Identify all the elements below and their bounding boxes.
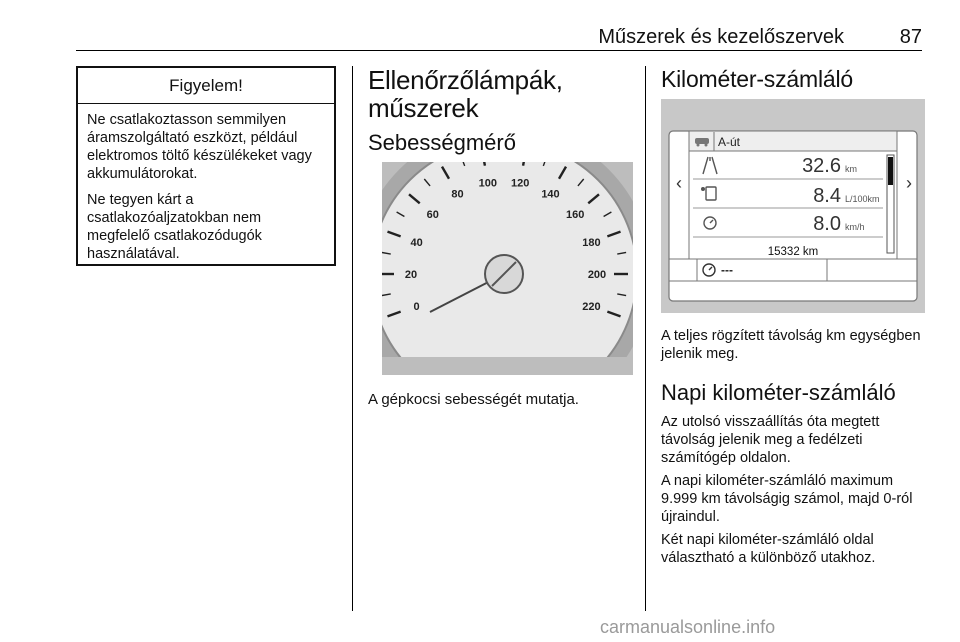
- dial-label: 40: [410, 237, 423, 250]
- dial-label: 140: [541, 188, 560, 201]
- row-1-unit: km: [845, 164, 857, 174]
- column-divider-1: [352, 66, 353, 611]
- header-title: Műszerek és kezelőszervek: [598, 26, 844, 48]
- trip-paragraph-2: A napi kilométer-számláló maximum 9.999 km távolságig számol, majd 0-ról újraindul.: [661, 473, 913, 525]
- dial-bottom-cover: [382, 357, 633, 375]
- section-heading-warning-lights: Ellenőrzőlámpák, műszerek: [368, 65, 563, 123]
- dial-label: 60: [426, 209, 439, 222]
- left-arrow: ‹: [676, 173, 682, 193]
- speedometer-heading: Sebességmérő: [368, 130, 516, 155]
- dial-label: 200: [587, 269, 607, 281]
- dial-label: 20: [404, 269, 418, 281]
- speedometer-caption: A gépkocsi sebességét mutatja.: [368, 391, 579, 408]
- scrollbar: [887, 155, 894, 253]
- trip-odometer-heading: Napi kilométer-számláló: [661, 380, 896, 405]
- odometer-value: 15332 km: [767, 246, 819, 258]
- row-2-value: 8.4: [813, 185, 841, 207]
- display-title: A-út: [718, 135, 741, 149]
- warning-paragraph-2: Ne tegyen kárt a csatlakozóaljzatokban nem megfelelő csatlakozódugók használatával.: [87, 192, 262, 262]
- speedometer-graphic: [382, 162, 633, 375]
- column-divider-2: [645, 66, 646, 611]
- odometer-heading: Kilométer-számláló: [661, 66, 853, 92]
- trip-display-illustration: [661, 99, 925, 313]
- row-1-value: 32.6: [802, 155, 841, 177]
- header-rule: [76, 50, 922, 51]
- warning-paragraph-1: Ne csatlakoztasson semmilyen áramszolgáltató eszközt, például elektromos töltő készülékeket vagy akkumulátorokat.: [87, 112, 312, 182]
- row-2-unit: L/100km: [845, 194, 880, 204]
- trip-paragraph-3: Két napi kilométer-számláló oldal választható a különböző utakhoz.: [661, 532, 876, 566]
- speedometer-illustration: [382, 162, 633, 375]
- warning-box: [76, 66, 336, 266]
- dial-label: 80: [451, 188, 464, 201]
- page-number: 87: [899, 26, 922, 48]
- dial-label: 120: [510, 177, 530, 190]
- row-3-value: 8.0: [813, 213, 841, 235]
- watermark: carmanualsonline.info: [600, 617, 776, 637]
- odometer-text: A teljes rögzített távolság km egységben jelenik meg.: [661, 328, 921, 362]
- right-arrow: ›: [906, 173, 912, 193]
- trip-paragraph-1: Az utolsó visszaállítás óta megtett távolság jelenik meg a fedélzeti számítógép oldalon.: [661, 414, 880, 466]
- dial-label: 160: [566, 209, 585, 222]
- dial-label: 180: [582, 237, 601, 250]
- dial-label: 220: [582, 300, 601, 313]
- dial-label: 100: [478, 177, 498, 190]
- warning-title: Figyelem!: [78, 68, 334, 104]
- trip-display-graphic: [661, 99, 925, 313]
- dial-label: 0: [413, 300, 420, 313]
- bottom-status: ---: [721, 263, 733, 277]
- row-3-unit: km/h: [845, 222, 865, 232]
- warning-body: [78, 104, 334, 263]
